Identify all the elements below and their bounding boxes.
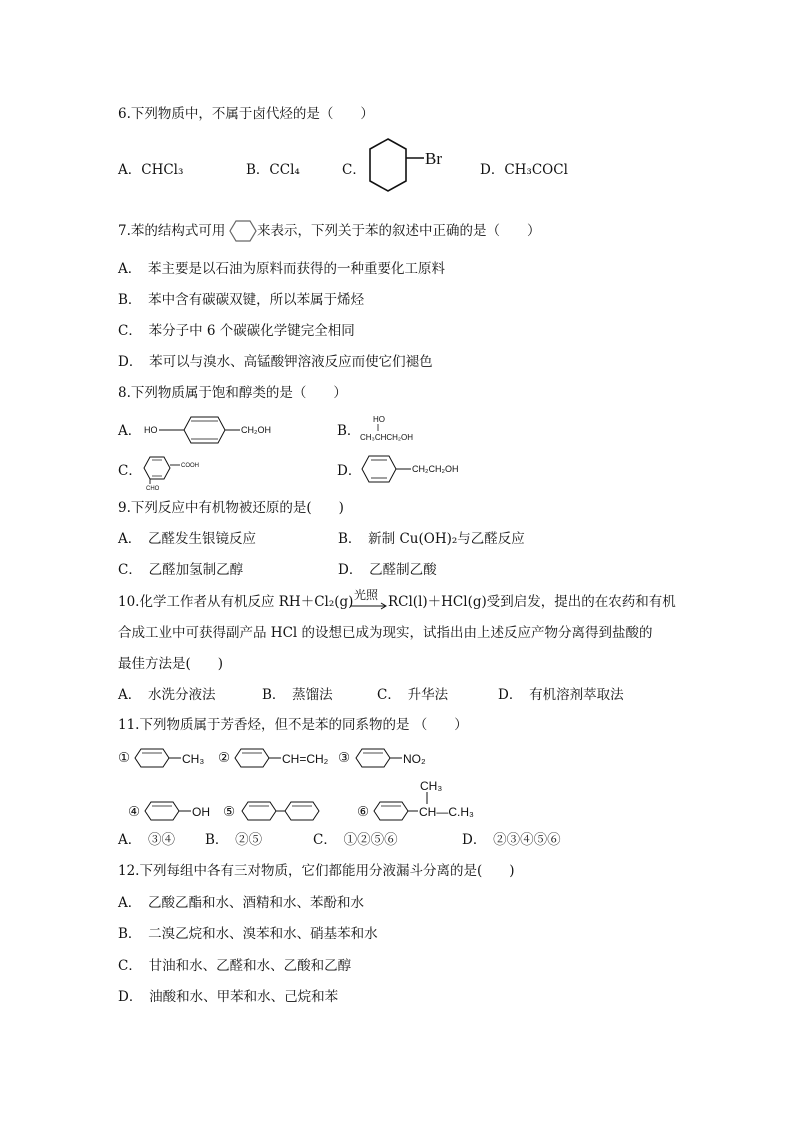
q10-option-d: D． 有机溶剂萃取法 <box>498 687 624 703</box>
svg-text:CH₂CH₂OH: CH₂CH₂OH <box>412 464 459 474</box>
q11-option-d: D． ②③④⑤⑥ <box>462 832 561 848</box>
q7-option-b: B． 苯中含有碳碳双键，所以苯属于烯烃 <box>118 292 365 308</box>
q8-option-b-label: B． <box>337 423 361 439</box>
phenol-structure <box>144 800 224 822</box>
q8-b-structure <box>360 412 440 444</box>
q9-option-d: D． 乙醛制乙酸 <box>338 562 437 578</box>
q11-item6-label: ⑥ <box>357 804 370 820</box>
q6-option-d: D．CH₃COCl <box>480 162 568 178</box>
toluene-structure <box>134 747 214 769</box>
svg-text:CH=CH₂: CH=CH₂ <box>282 752 329 766</box>
q12-stem: 12.下列每组中各有三对物质，它们都能用分液漏斗分离的是( ) <box>118 863 515 879</box>
q11-item2-label: ② <box>218 750 231 766</box>
q12-option-d: D． 油酸和水、甲苯和水、己烷和苯 <box>118 989 339 1005</box>
q8-option-d-label: D． <box>337 463 362 479</box>
q10-line1-pre: 10.化学工作者从有机反应 RH＋Cl₂(g) <box>118 594 354 610</box>
q8-option-c-label: C． <box>118 463 142 479</box>
svg-text:CH₃: CH₃ <box>420 779 443 793</box>
bromocyclohexane-structure <box>368 137 458 201</box>
styrene-structure <box>234 747 344 769</box>
q12-option-b: B． 二溴乙烷和水、溴苯和水、硝基苯和水 <box>118 926 378 942</box>
q10-arrow-label: 光照 <box>354 588 379 602</box>
q10-option-b: B． 蒸馏法 <box>262 687 333 703</box>
q9-stem: 9.下列反应中有机物被还原的是( ) <box>118 500 344 516</box>
q6-option-a: A．CHCl₃ <box>118 162 184 178</box>
cumene-structure <box>373 776 493 822</box>
q11-option-b: B． ②⑤ <box>205 832 263 848</box>
q7-stem-pre: 7.苯的结构式可用 <box>118 223 226 239</box>
benzene-ring-icon <box>229 219 257 243</box>
reaction-arrow-icon <box>350 602 390 610</box>
q11-item1-label: ① <box>118 750 131 766</box>
nitrobenzene-structure <box>355 747 445 769</box>
q7-option-a: A． 苯主要是以石油为原料而获得的一种重要化工原料 <box>118 261 445 277</box>
q6-option-b: B．CCl₄ <box>246 162 300 178</box>
svg-text:CH₂OH: CH₂OH <box>241 425 271 435</box>
svg-text:CH₃CHCH₂OH: CH₃CHCH₂OH <box>360 433 414 442</box>
q8-c-structure <box>144 451 214 491</box>
biphenyl-structure <box>241 800 326 822</box>
svg-text:NO₂: NO₂ <box>403 752 426 766</box>
q8-stem: 8.下列物质属于饱和醇类的是（ ） <box>118 385 347 401</box>
svg-text:CHO: CHO <box>146 486 160 492</box>
q7-option-c: C． 苯分子中 6 个碳碳化学键完全相同 <box>118 323 355 339</box>
q6-stem: 6.下列物质中，不属于卤代烃的是（ ） <box>118 106 374 122</box>
svg-text:CH₃: CH₃ <box>182 752 205 766</box>
q10-option-a: A． 水洗分液法 <box>118 687 216 703</box>
q11-option-c: C． ①②⑤⑥ <box>313 832 398 848</box>
svg-text:HO: HO <box>373 415 385 424</box>
q8-a-structure <box>144 413 284 447</box>
q10-line3: 最佳方法是( ) <box>118 656 224 672</box>
q7-option-d: D． 苯可以与溴水、高锰酸钾溶液反应而使它们褪色 <box>118 354 433 370</box>
q11-item4-label: ④ <box>128 804 141 820</box>
q10-line2: 合成工业中可获得副产品 HCl 的设想已成为现实，试指出由上述反应产物分离得到盐酸的 <box>118 625 653 641</box>
svg-text:OH: OH <box>192 805 210 819</box>
svg-text:COOH: COOH <box>181 463 199 469</box>
bromo-label: Br <box>425 149 442 168</box>
q11-item5-label: ⑤ <box>223 804 236 820</box>
svg-text:HO: HO <box>144 425 158 435</box>
q9-option-b: B． 新制 Cu(OH)₂与乙醛反应 <box>338 531 525 547</box>
q8-d-structure <box>362 454 472 488</box>
q9-option-a: A． 乙醛发生银镜反应 <box>118 531 256 547</box>
q6-option-c-label: C． <box>342 162 366 178</box>
q12-option-c: C． 甘油和水、乙醛和水、乙酸和乙醇 <box>118 958 352 974</box>
q11-item3-label: ③ <box>338 750 351 766</box>
q12-option-a: A． 乙酸乙酯和水、酒精和水、苯酚和水 <box>118 895 364 911</box>
q10-option-c: C． 升华法 <box>377 687 449 703</box>
q10-line1-post: RCl(l)＋HCl(g)受到启发，提出的在农药和有机 <box>388 594 676 610</box>
q9-option-c: C． 乙醛加氢制乙醇 <box>118 562 244 578</box>
q11-stem: 11.下列物质属于芳香烃，但不是苯的同系物的是 （ ） <box>118 717 468 733</box>
q7-stem-post: 来表示，下列关于苯的叙述中正确的是（ ） <box>257 223 541 239</box>
svg-text:CH—C.H₃: CH—C.H₃ <box>419 805 474 819</box>
q8-option-a-label: A． <box>118 423 142 439</box>
q11-option-a: A． ③④ <box>118 832 175 848</box>
